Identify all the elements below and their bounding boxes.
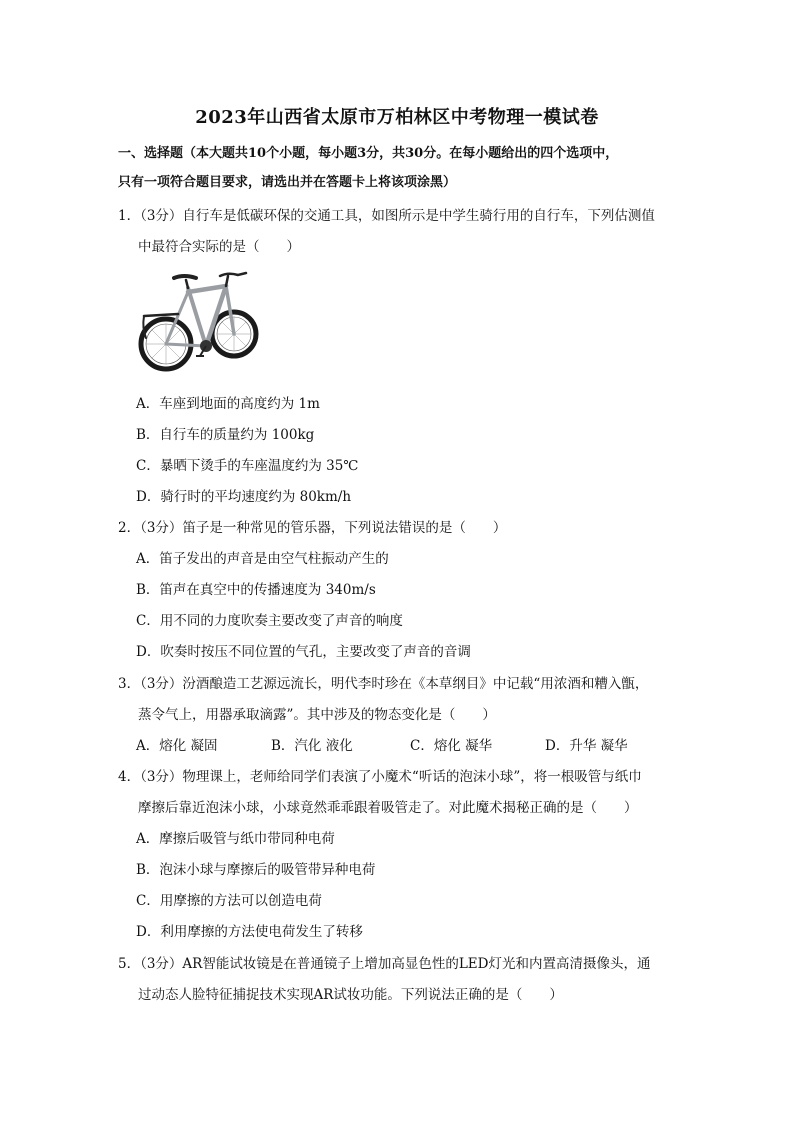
question-1-stem-line-2: 中最符合实际的是（ ）	[138, 239, 300, 255]
question-2-option-d: D．吹奏时按压不同位置的气孔，主要改变了声音的音调	[136, 644, 471, 660]
section-heading	[118, 139, 678, 197]
question-3-stem-line-1: 3．（3分）汾酒酿造工艺源远流长，明代李时珍在《本草纲目》中记载“用浓酒和糟入甑，	[118, 676, 649, 692]
question-1-option-b: B．自行车的质量约为 100kg	[136, 427, 315, 443]
question-4-option-c: C．用摩擦的方法可以创造电荷	[136, 893, 322, 909]
bicycle-image	[136, 268, 262, 378]
question-4-option-a: A．摩擦后吸管与纸巾带同种电荷	[136, 831, 335, 847]
question-4-option-b: B．泡沫小球与摩擦后的吸管带异种电荷	[136, 862, 376, 878]
question-3-option-c: C．熔化 凝华	[410, 738, 493, 754]
question-3-options-row	[136, 736, 628, 756]
question-1-option-a: A．车座到地面的高度约为 1m	[136, 396, 320, 412]
question-1-stem-line-1: 1．（3分）自行车是低碳环保的交通工具，如图所示是中学生骑行用的自行车，下列估测值	[118, 208, 655, 224]
question-5-stem-line-2: 过动态人脸特征捕捉技术实现AR试妆功能。下列说法正确的是（ ）	[138, 987, 563, 1003]
question-2-option-a: A．笛子发出的声音是由空气柱振动产生的	[136, 551, 389, 567]
question-4-option-d: D．利用摩擦的方法使电荷发生了转移	[136, 924, 363, 940]
question-3-option-b: B．汽化 液化	[271, 738, 353, 754]
question-2-stem: 2．（3分）笛子是一种常见的管乐器，下列说法错误的是（ ）	[118, 520, 507, 536]
question-4-stem-line-1: 4．（3分）物理课上，老师给同学们表演了小魔术“听话的泡沫小球”，将一根吸管与纸巾	[118, 769, 642, 785]
question-3-option-d: D．升华 凝华	[545, 738, 628, 754]
question-2-option-b: B．笛声在真空中的传播速度为 340m/s	[136, 582, 376, 598]
question-3-stem-line-2: 蒸令气上，用器承取滴露”。其中涉及的物态变化是（ ）	[138, 707, 496, 723]
question-3-option-a: A．熔化 凝固	[136, 738, 218, 754]
question-2-option-c: C．用不同的力度吹奏主要改变了声音的响度	[136, 613, 403, 629]
question-1-option-d: D．骑行时的平均速度约为 80km/h	[136, 489, 352, 505]
question-4-stem-line-2: 摩擦后靠近泡沫小球，小球竟然乖乖跟着吸管走了。对此魔术揭秘正确的是（ ）	[138, 800, 638, 816]
section-heading-line-2: 只有一项符合题目要求，请选出并在答题卡上将该项涂黑）	[118, 175, 457, 190]
section-heading-line-1: 一、选择题（本大题共10个小题，每小题3分，共30分。在每小题给出的四个选项中，	[118, 146, 619, 161]
question-1-option-c: C．暴晒下烫手的车座温度约为 35℃	[136, 458, 359, 474]
exam-title: 2023年山西省太原市万柏林区中考物理一模试卷	[195, 107, 599, 128]
question-5-stem-line-1: 5．（3分）AR智能试妆镜是在普通镜子上增加高显色性的LED灯光和内置高清摄像头，通	[118, 956, 651, 972]
